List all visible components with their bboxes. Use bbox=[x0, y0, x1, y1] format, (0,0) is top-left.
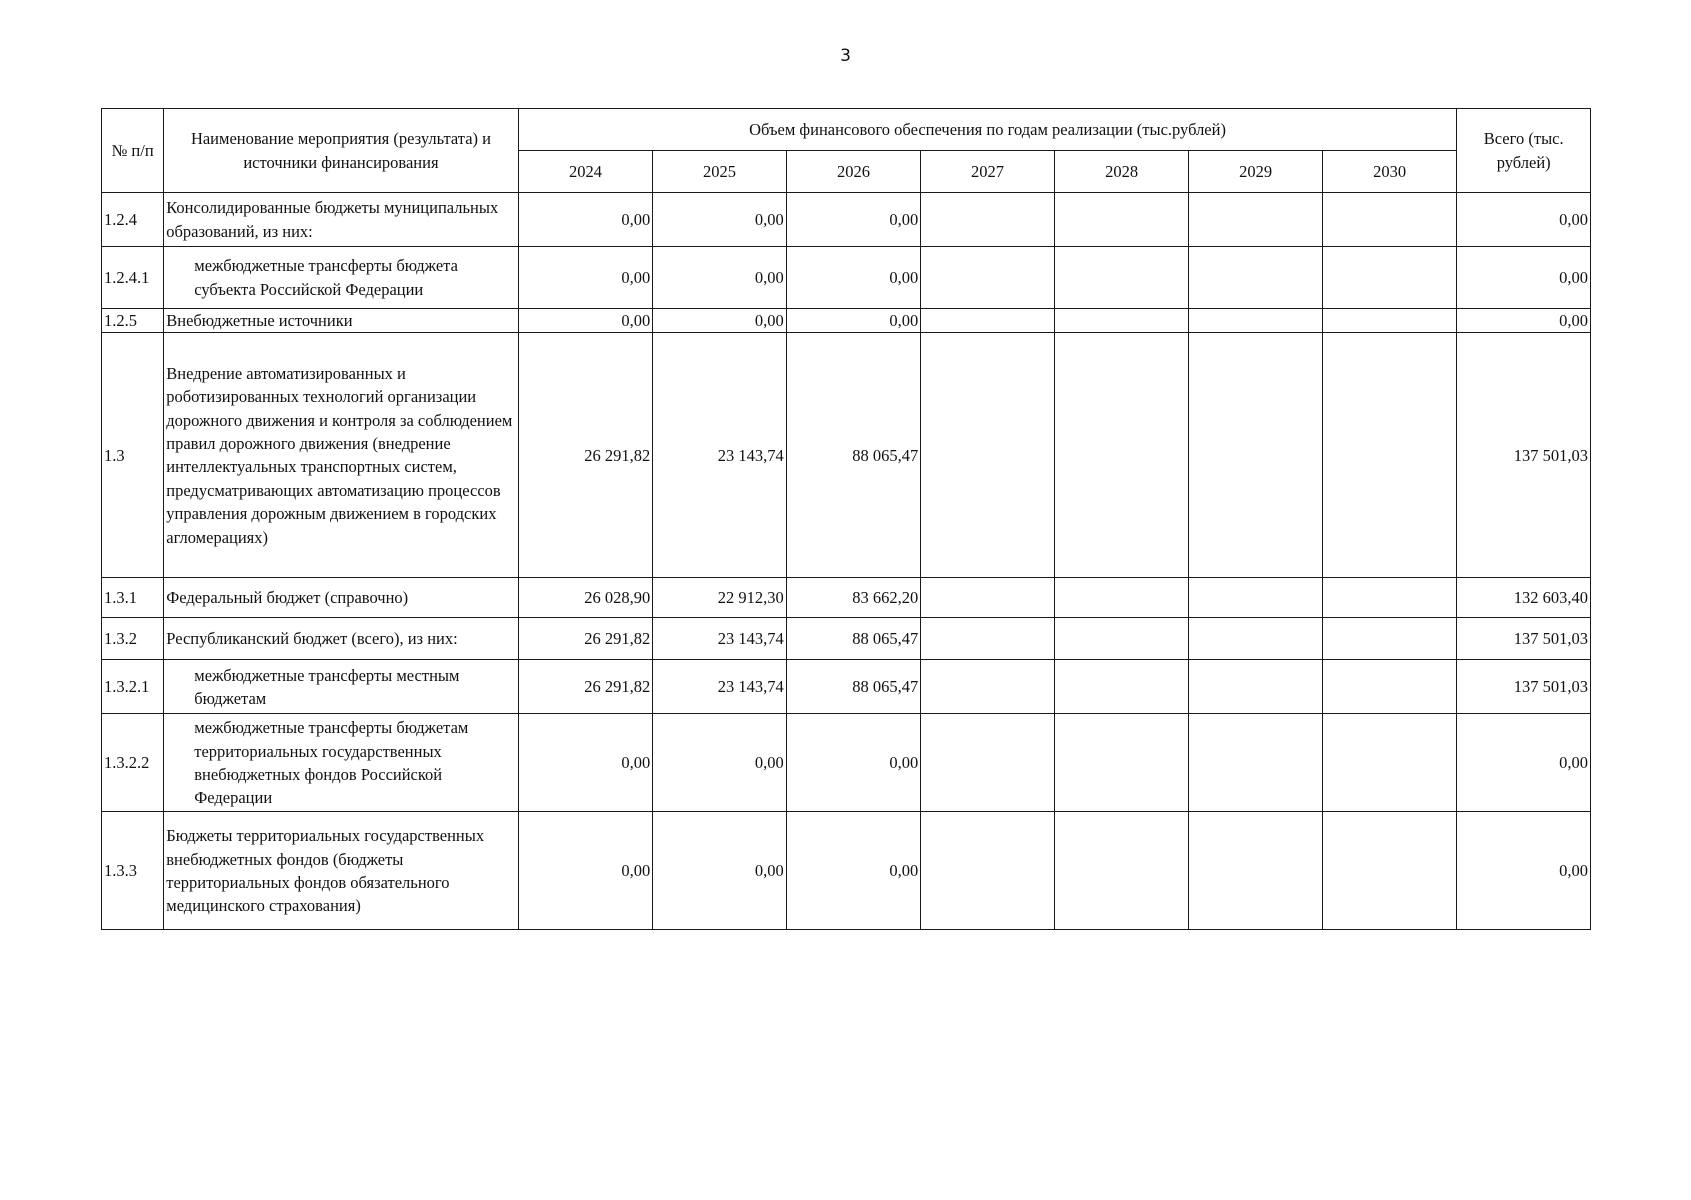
row-value-2026: 0,00 bbox=[786, 193, 921, 247]
header-year: 2024 bbox=[518, 151, 653, 193]
row-value-2029 bbox=[1189, 812, 1323, 930]
row-value-2030 bbox=[1322, 193, 1457, 247]
row-value-2029 bbox=[1189, 618, 1323, 660]
row-value-2027 bbox=[921, 812, 1055, 930]
table-row bbox=[102, 812, 1591, 930]
row-value-2027 bbox=[921, 309, 1055, 333]
row-value-2026: 0,00 bbox=[786, 714, 921, 812]
row-total: 0,00 bbox=[1457, 309, 1591, 333]
row-number: 1.3 bbox=[102, 333, 164, 578]
row-value-2029 bbox=[1189, 333, 1323, 578]
row-value-2025: 0,00 bbox=[653, 714, 787, 812]
table-row bbox=[102, 247, 1591, 309]
header-total: Всего (тыс. рублей) bbox=[1457, 109, 1591, 193]
row-name: Республиканский бюджет (всего), из них: bbox=[164, 618, 518, 660]
row-value-2027 bbox=[921, 193, 1055, 247]
row-value-2028 bbox=[1054, 618, 1189, 660]
row-value-2026: 0,00 bbox=[786, 247, 921, 309]
row-number: 1.2.5 bbox=[102, 309, 164, 333]
row-name: межбюджетные трансферты местным бюджетам bbox=[164, 660, 518, 714]
row-value-2025: 23 143,74 bbox=[653, 660, 787, 714]
header-year: 2025 bbox=[653, 151, 787, 193]
table-row bbox=[102, 618, 1591, 660]
row-value-2027 bbox=[921, 714, 1055, 812]
row-value-2028 bbox=[1054, 333, 1189, 578]
row-value-2025: 0,00 bbox=[653, 193, 787, 247]
row-name: Внедрение автоматизированных и роботизированных технологий организации дорожного движения и контроля за соблюдением правил дорожного движения (внедрение интеллектуальных транспортных систем, предусматривающих автоматизацию процессов управления дорожным движением в городских агломерациях) bbox=[164, 333, 518, 578]
row-value-2026: 88 065,47 bbox=[786, 660, 921, 714]
row-total: 132 603,40 bbox=[1457, 578, 1591, 618]
row-value-2029 bbox=[1189, 660, 1323, 714]
row-total: 0,00 bbox=[1457, 193, 1591, 247]
row-number: 1.2.4.1 bbox=[102, 247, 164, 309]
row-value-2025: 22 912,30 bbox=[653, 578, 787, 618]
row-value-2028 bbox=[1054, 193, 1189, 247]
row-value-2029 bbox=[1189, 193, 1323, 247]
table-row bbox=[102, 578, 1591, 618]
row-value-2024: 0,00 bbox=[518, 812, 653, 930]
header-year: 2029 bbox=[1189, 151, 1323, 193]
row-value-2024: 0,00 bbox=[518, 309, 653, 333]
page-number: 3 bbox=[840, 46, 851, 66]
row-value-2026: 88 065,47 bbox=[786, 618, 921, 660]
row-name: межбюджетные трансферты бюджетам территориальных государственных внебюджетных фондов Российской Федерации bbox=[164, 714, 518, 812]
row-name: Внебюджетные источники bbox=[164, 309, 518, 333]
row-name: Федеральный бюджет (справочно) bbox=[164, 578, 518, 618]
row-number: 1.3.3 bbox=[102, 812, 164, 930]
table-body bbox=[102, 193, 1591, 930]
table-row bbox=[102, 309, 1591, 333]
row-name: Бюджеты территориальных государственных внебюджетных фондов (бюджеты территориальных фондов обязательного медицинского страхования) bbox=[164, 812, 518, 930]
table-row bbox=[102, 660, 1591, 714]
row-value-2024: 26 291,82 bbox=[518, 333, 653, 578]
row-value-2030 bbox=[1322, 309, 1457, 333]
table-header bbox=[102, 109, 1591, 193]
row-value-2024: 0,00 bbox=[518, 714, 653, 812]
header-volume: Объем финансового обеспечения по годам реализации (тыс.рублей) bbox=[518, 109, 1457, 151]
row-value-2026: 0,00 bbox=[786, 309, 921, 333]
row-value-2025: 0,00 bbox=[653, 812, 787, 930]
header-num: № п/п bbox=[102, 109, 164, 193]
header-name: Наименование мероприятия (результата) и источники финансирования bbox=[164, 109, 518, 193]
row-name: Консолидированные бюджеты муниципальных образований, из них: bbox=[164, 193, 518, 247]
row-value-2029 bbox=[1189, 309, 1323, 333]
row-total: 0,00 bbox=[1457, 812, 1591, 930]
row-value-2029 bbox=[1189, 578, 1323, 618]
header-year: 2028 bbox=[1054, 151, 1189, 193]
row-value-2025: 23 143,74 bbox=[653, 333, 787, 578]
row-total: 137 501,03 bbox=[1457, 618, 1591, 660]
row-value-2024: 26 291,82 bbox=[518, 660, 653, 714]
row-value-2027 bbox=[921, 333, 1055, 578]
row-value-2027 bbox=[921, 247, 1055, 309]
header-year: 2026 bbox=[786, 151, 921, 193]
row-value-2030 bbox=[1322, 247, 1457, 309]
row-value-2027 bbox=[921, 660, 1055, 714]
table-row bbox=[102, 333, 1591, 578]
row-value-2028 bbox=[1054, 660, 1189, 714]
row-value-2028 bbox=[1054, 247, 1189, 309]
row-value-2025: 23 143,74 bbox=[653, 618, 787, 660]
row-value-2030 bbox=[1322, 660, 1457, 714]
row-value-2030 bbox=[1322, 812, 1457, 930]
row-value-2024: 26 291,82 bbox=[518, 618, 653, 660]
header-year: 2030 bbox=[1322, 151, 1457, 193]
row-value-2029 bbox=[1189, 247, 1323, 309]
financing-table bbox=[101, 108, 1591, 930]
row-name: межбюджетные трансферты бюджета субъекта Российской Федерации bbox=[164, 247, 518, 309]
row-value-2030 bbox=[1322, 714, 1457, 812]
table-row bbox=[102, 193, 1591, 247]
row-value-2024: 0,00 bbox=[518, 193, 653, 247]
row-total: 0,00 bbox=[1457, 247, 1591, 309]
header-year: 2027 bbox=[921, 151, 1055, 193]
row-number: 1.3.2.1 bbox=[102, 660, 164, 714]
row-value-2026: 0,00 bbox=[786, 812, 921, 930]
row-number: 1.2.4 bbox=[102, 193, 164, 247]
row-total: 0,00 bbox=[1457, 714, 1591, 812]
row-number: 1.3.2.2 bbox=[102, 714, 164, 812]
row-value-2024: 26 028,90 bbox=[518, 578, 653, 618]
row-value-2028 bbox=[1054, 309, 1189, 333]
row-value-2026: 83 662,20 bbox=[786, 578, 921, 618]
row-number: 1.3.1 bbox=[102, 578, 164, 618]
row-value-2026: 88 065,47 bbox=[786, 333, 921, 578]
row-number: 1.3.2 bbox=[102, 618, 164, 660]
row-value-2024: 0,00 bbox=[518, 247, 653, 309]
row-value-2028 bbox=[1054, 714, 1189, 812]
row-value-2025: 0,00 bbox=[653, 247, 787, 309]
row-value-2030 bbox=[1322, 578, 1457, 618]
row-value-2030 bbox=[1322, 333, 1457, 578]
row-value-2025: 0,00 bbox=[653, 309, 787, 333]
row-value-2027 bbox=[921, 578, 1055, 618]
row-value-2029 bbox=[1189, 714, 1323, 812]
row-value-2028 bbox=[1054, 812, 1189, 930]
row-value-2027 bbox=[921, 618, 1055, 660]
table-row bbox=[102, 714, 1591, 812]
row-total: 137 501,03 bbox=[1457, 333, 1591, 578]
row-value-2028 bbox=[1054, 578, 1189, 618]
row-value-2030 bbox=[1322, 618, 1457, 660]
row-total: 137 501,03 bbox=[1457, 660, 1591, 714]
